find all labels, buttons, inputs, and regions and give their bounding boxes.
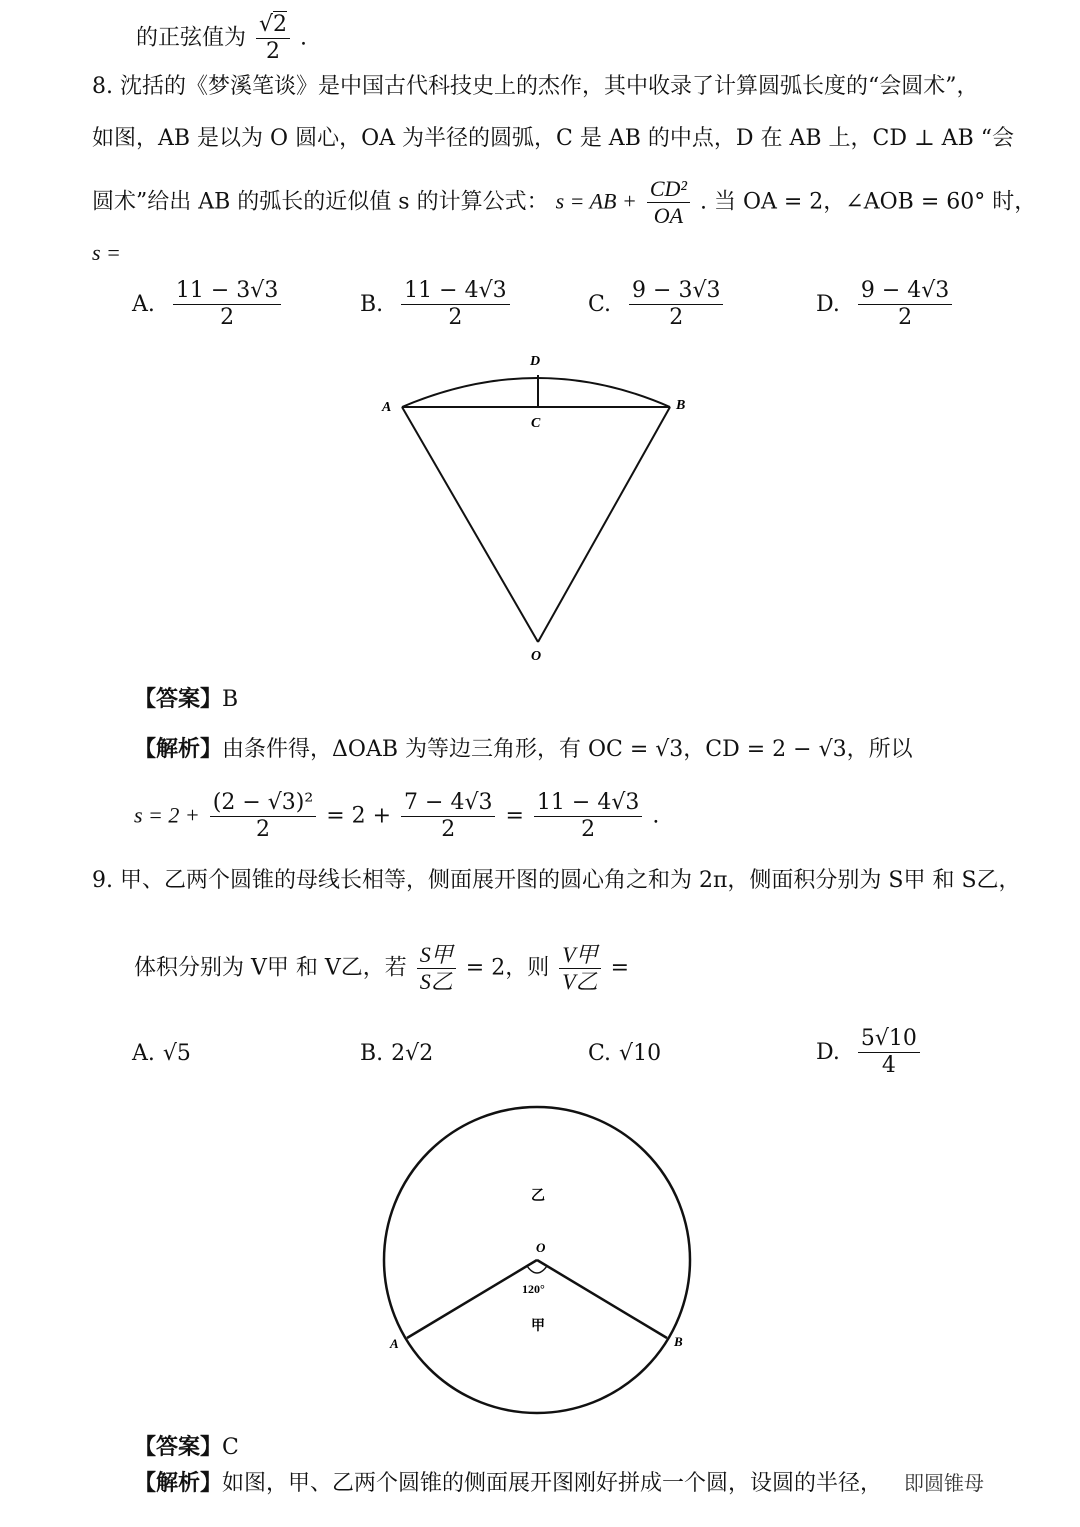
q9-line2: 体积分别为 V甲 和 V乙，若 $\frac{\text{S甲}}{\text{S乙}}$ = 2，则 $\frac{\text{V甲}}{\text{V乙}}$ = xyxy=(134,942,630,994)
q8-line4: s = xyxy=(92,240,121,265)
prev-answer-line: 的正弦值为 $\frac{√2}{2}$ . xyxy=(136,12,308,64)
q9-analysis-line1: 【解析】如图，甲、乙两个圆锥的侧面展开图刚好拼成一个圆，设圆的半径， xyxy=(134,1470,883,1496)
prev-prefix: 的正弦值为 xyxy=(136,25,247,51)
q9-answer: 【答案】C xyxy=(134,1434,239,1460)
q9-option-c: C. √10 xyxy=(588,1041,662,1066)
label-b: B xyxy=(674,1334,683,1349)
q8-option-a: A. $\frac{11 - 3√3}{2}$ xyxy=(132,278,284,331)
q8-line1: 8. 沈括的《梦溪笔谈》是中国古代科技史上的杰作，其中收录了计算圆弧长度的“会圆术”， xyxy=(92,74,979,99)
q8-sector-figure xyxy=(0,345,1080,665)
label-d: D xyxy=(530,354,541,369)
q8-answer: 【答案】B xyxy=(134,686,239,712)
q9-option-b: B. 2√2 xyxy=(360,1041,434,1066)
angle-arc xyxy=(527,1266,547,1273)
q8-option-c: C. $\frac{9 - 3√3}{2}$ xyxy=(588,278,726,331)
q9-option-a: A. √5 xyxy=(132,1041,191,1066)
label-a: A xyxy=(390,1336,399,1351)
label-yi: 乙 xyxy=(531,1188,545,1204)
q9-circle-figure xyxy=(0,1090,1080,1430)
q8-option-d: D. $\frac{9 - 4√3}{2}$ xyxy=(816,278,955,331)
label-a: A xyxy=(382,400,392,415)
q8-analysis-line2: s = 2 + $\frac{\text{(2 − √3)²}}{2}$ = 2 + $\frac{7 - 4√3}{2}$ = $\frac{11 - 4√3}{2}$ . xyxy=(134,790,660,842)
q8-option-b: B. $\frac{11 - 4√3}{2}$ xyxy=(360,278,513,331)
q8-line2: 如图，AB 是以为 O 圆心，OA 为半径的圆弧，C 是 AB 的中点，D 在 AB 上，CD ⊥ AB “会 xyxy=(92,126,1014,151)
radius-ob xyxy=(537,1260,667,1338)
q9-line1: 9. 甲、乙两个圆锥的母线长相等，侧面展开图的圆心角之和为 2π，侧面积分别为 S甲 和 S乙， xyxy=(92,868,1021,893)
radius-oa xyxy=(407,1260,537,1338)
segment-ob xyxy=(538,407,670,642)
q8-analysis-line1: 【解析】由条件得，ΔOAB 为等边三角形，有 OC = √3，CD = 2 − √3，所以 xyxy=(134,736,913,762)
label-o: O xyxy=(531,649,542,664)
label-jia: 甲 xyxy=(531,1318,545,1334)
watermark: 即圆锥母 xyxy=(904,1471,984,1495)
arc-ab xyxy=(402,378,670,407)
label-b: B xyxy=(676,398,686,413)
label-o: O xyxy=(536,1240,546,1255)
q9-option-d: D. $\frac{5√10}{4}$ xyxy=(816,1026,923,1079)
sqrt2-over-2: $\frac{√2}{2}$ xyxy=(256,12,290,65)
label-c: C xyxy=(531,416,541,431)
label-angle: 120° xyxy=(522,1282,545,1296)
q8-line3: 圆术”给出 AB 的弧长的近似值 s 的计算公式： s = AB + $\frac{\text{CD²}}{OA}$ . 当 OA = 2，∠AOB = 60° 时， xyxy=(92,176,1037,228)
segment-oa xyxy=(402,407,538,642)
